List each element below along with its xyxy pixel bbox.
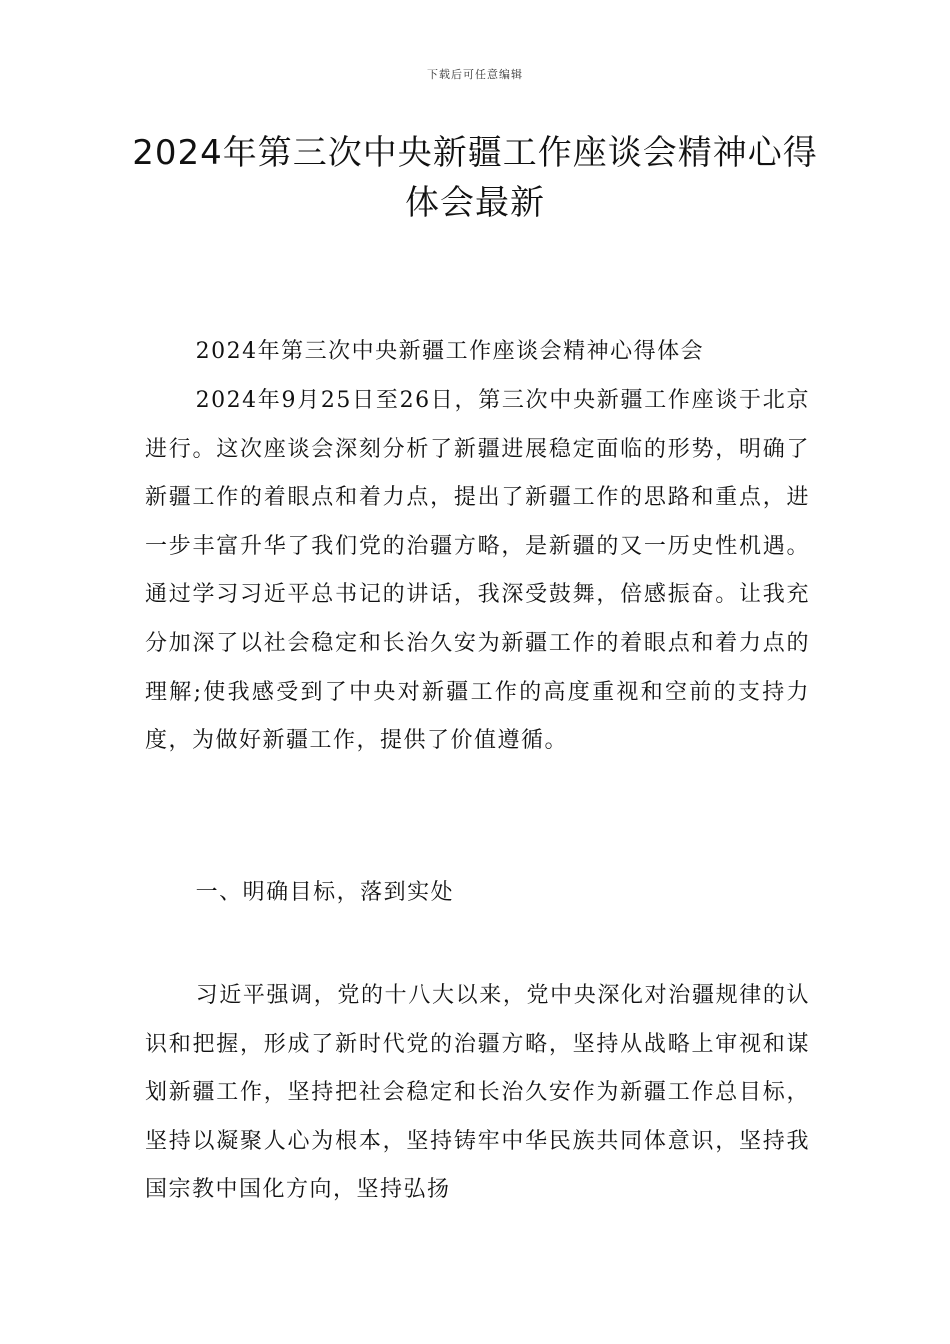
intro-paragraph: 2024年9月25日至26日，第三次中央新疆工作座谈于北京进行。这次座谈会深刻分析了新疆进展稳定面临的形势，明确了新疆工作的着眼点和着力点，提出了新疆工作的思路和重点，进一步丰富升华了我们党的治疆方略，是新疆的又一历史性机遇。通过学习习近平总书记的讲话，我深受鼓舞，倍感振奋。让我充分加深了以社会稳定和长治久安为新疆工作的着眼点和着力点的理解;使我感受到了中央对新疆工作的高度重视和空前的支持力度，为做好新疆工作，提供了价值遵循。	[145, 388, 810, 754]
section-1-paragraph: 习近平强调，党的十八大以来，党中央深化对治疆规律的认识和把握，形成了新时代党的治疆方略，坚持从战略上审视和谋划新疆工作，坚持把社会稳定和长治久安作为新疆工作总目标，坚持以凝聚人心为根本，坚持铸牢中华民族共同体意识，坚持我国宗教中国化方向，坚持弘扬	[145, 983, 810, 1203]
document-title: 2024年第三次中央新疆工作座谈会精神心得体会最新	[132, 133, 818, 223]
header-note: 下载后可任意编辑	[427, 68, 523, 81]
document-subtitle: 2024年第三次中央新疆工作座谈会精神心得体会	[195, 339, 705, 364]
section-heading-1: 一、明确目标，落到实处	[195, 880, 455, 905]
